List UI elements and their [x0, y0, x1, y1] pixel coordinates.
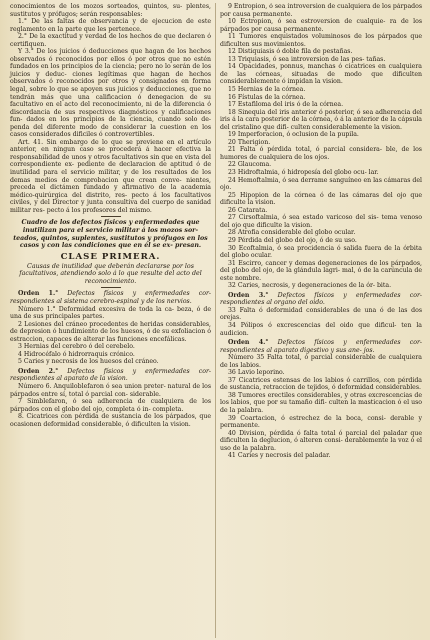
right-column — [216, 3, 426, 638]
orden-label: Orden 1.° — [18, 290, 59, 298]
orden-title: Defectos físicos y enfermedades cor- respondientes al sistema cerebro-espinal y de los nervios. — [10, 290, 211, 306]
list-item: 41 Caries y necrosis del paladar. — [228, 452, 331, 460]
orden-title: Defectos físicos y enfermedades cor- respondientes al organo del oido. — [220, 291, 423, 307]
list-item: 2 Lesiones del cráneo procedentes de heridas considerables, de depresion ó hundimiento de los huesos, ó de su exfoliacion ó estraccion, capaces de alterar las funciones encefálicas. — [10, 320, 211, 343]
list-item: 13 Triquiasis, ó sea introversion de las pes- tañas. — [228, 55, 386, 63]
orden-heading — [10, 290, 211, 305]
clase-subtitle: Causas de inutilidad que deberán declararse por los facultativos, atendiendo solo á lo que resulte del acto del reconocimiento. — [19, 262, 202, 285]
list-item: 14 Opacidades, ponnus, manchas ó cicatrices en cualquiera de las córneas, situadas de modo que dificulten considerablemente ó impidan la vision. — [220, 63, 422, 86]
orden-heading — [220, 292, 422, 307]
list-item: 29 Pérdida del globo del ojo, ó de su uso. — [228, 236, 357, 244]
list-item: 16 Fístulas de la córnea. — [228, 93, 306, 101]
list-item: 19 Imperforacion, ó oclusion de la pupila. — [228, 131, 359, 139]
list-item: 34 Pólipos ó excrescencias del oido que dificul- ten la audicion. — [220, 321, 422, 337]
list-item: 21 Falta ó pérdida total, ó parcial considera- ble, de los humores de cualquiera de los ojos. — [220, 146, 422, 161]
intro-paragraph: 2.° De la exactitud y verdad de los hechos de que declaren ó certifiquen. — [10, 33, 211, 48]
list-item: 37 Cicatrices estensas de los labios ó carrillos, con pérdida de sustancia, retraccion de tejidos, ó deformidad considerables. — [220, 376, 422, 392]
list-item: 22 Glaucoma. — [228, 161, 272, 169]
list-item: 17 Estafiloma del iris ó de la córnea. — [228, 101, 344, 109]
list-item: 32 Caries, necrosis, y degeneraciones de la ór- bita. — [228, 282, 392, 290]
list-item: 33 Falta ó deformidad considerables de una ó de las dos orejas. — [220, 306, 422, 322]
list-item: 27 Cirsoftalmia, ó sea estado varicoso del sis- tema venoso del ojo que dificulte la vision. — [220, 214, 422, 229]
section-divider — [101, 287, 121, 288]
list-item: 38 Tumores erectiles considerables, y otras excrescencias de los labios, que por su tamaño difi- culten la masticacion ó el uso de la palabra. — [220, 391, 422, 414]
list-item: 11 Tumores enquistados voluminosos de los párpados que dificulten sus movimientos. — [220, 33, 422, 48]
orden-title: Defectos físicos y enfermedades cor- respondientes al aparato de la vision. — [10, 367, 211, 383]
list-item: 30 Ecoftalmia, ó sea procidencia ó salida fuera de la órbita del globo ocular. — [220, 244, 422, 260]
section-divider — [101, 216, 121, 217]
list-item: 4 Hidrocéfalo ó hidrorraquis crónico. — [18, 350, 135, 358]
list-item: 18 Sinequia del iris anterior ó posterior, ó sea adherencia del iris á la cara posterior de la córnea, ó á la anterior de la cápsula del cristalino que difi- culten considerablemente la vision. — [220, 108, 422, 131]
orden-label: Orden 4.° — [228, 339, 269, 347]
list-item: 3 Hernias del cerebro ó del cerebelo. — [18, 343, 135, 351]
list-item: 5 Caries y necrosis de los huesos del cráneo. — [18, 358, 159, 366]
intro-paragraph: conocimientos de los mozos sorteados, quintos, su- plentes, sustitutos y prófugos; serán responsables: — [10, 3, 211, 18]
orden-label: Orden 3.° — [228, 291, 269, 299]
list-item: 36 Lavio leporino. — [228, 369, 285, 377]
list-item: 9 Entropion, ó sea introversion de cualquiera de los párpados por causa permanente. — [220, 3, 422, 18]
list-item: 12 Distiquiasis ó doble fila de pestañas. — [228, 48, 353, 56]
list-item: 8. Cicatrices con pérdida de sustancia de los párpados, que ocasionen deformidad considerable, ó dificulten la vision. — [10, 413, 211, 428]
orden-heading — [220, 339, 422, 354]
intro-paragraph: 1.° De las faltas de observancia y de ejecucion de este reglamento en la parte que les pertenece. — [10, 18, 211, 33]
list-item: 31 Escirro, cancer y demas degeneraciones de los párpados, del globo del ojo, de la glándula lagri- mal, ó de la carúncula de este nombre. — [220, 259, 422, 282]
intro-paragraph: Y 3.° De los juicios ó deducciones que hagan de los hechos observados ó reconocidos por ellos ó por otros que no estén fundados en los principios de la ciencia; pero no lo serán de los juicios y deduc- ciones legítimas que hagan de hechos observados ó reconocidos por otros y consignados en forma legal, sobre lo que se apoyen sus juicios y deducciones, que no tendrán más que una calificacion ó denegacion de su facultativo en el acto del reconocimiento, ni de la diferencia ó discordancia de sus respectivos diagnósticos y calificaciones fun- dados en los principios de la ciencia, cuando solo de- penda del diferente modo de considerar la cuestion en los casos considerados dificiles ó controvertibles. — [10, 48, 211, 139]
orden-title: Defectos físicos y enfermedades cor- respondientes al aparato digestivo y sus ane- jos. — [220, 339, 423, 354]
list-item: Número 6. Anquiloblefaron ó sea union preter- natural de los párpados entre sí, total ó parcial con- siderable. — [10, 383, 211, 398]
two-column-layout — [6, 3, 426, 638]
list-item: 10 Ectropion, ó sea estroversion de cualquie- ra de los párpados por causa permanente. — [220, 18, 422, 33]
list-item: Número 35 Falta total, ó parcial considerable de cualquiera de los labios. — [220, 354, 422, 369]
list-item: 28 Atrofia considerable del globo ocular. — [228, 229, 356, 237]
orden-heading — [10, 368, 211, 383]
clase-title: CLASE PRIMERA. — [60, 251, 161, 262]
list-item: 23 Hidroftalmia, ó hidropesía del globo ocu- lar. — [228, 169, 379, 177]
orden-label: Orden 2.° — [18, 367, 59, 375]
list-item: 7 Simblefaron, ó sea adherencia de cualquiera de los párpados con el globo del ojo, completa ó in- completa. — [10, 398, 211, 413]
left-column — [6, 3, 216, 638]
list-item: 25 Hipopion de la córnea ó de las cámaras del ojo que dificulte la vision. — [220, 191, 422, 207]
article-41-paragraph: Art. 41. Sin embargo de lo que se previene en el artículo anterior, en ningun caso se procederá á hacer efectiva la responsabilidad de unos y otros facultativos sin que en vista del correspondiente ex- pediente de declaracion de aptitud ó de inutilidad para el servicio militar, y de los resultados de los demas medios de comprobacion que crean conve- nientes, preceda el dictámen fundado y afirmativo de la academia médico-quirúrgica del distrito, res- pecto á los facultativos civiles, y del Director y junta consultiva del cuerpo de sanidad militar res- pecto á los profesores del mismo. — [10, 138, 211, 214]
list-item: 40 Division, pérdida ó falta total ó parcial del paladar que dificulten la deglucion, ó alteren consi- derablemente la voz ó el uso de la palabra. — [220, 429, 422, 452]
table-title: Cuadro de los defectos físicos y enfermedades que inutilizan para el servicio militar á los mozos sor- teados, quintos, suplentes, sustitutos y prófugos en los casos y con las condiciones que en él se ex- presan. — [13, 219, 208, 250]
list-item: 39 Coartacion, ó estrechez de la boca, consi- derable y permanente. — [220, 414, 422, 430]
list-item: Número 1.° Deformidad excesiva de toda la ca- beza, ó de una de sus principales partes. — [10, 305, 211, 321]
list-item: 15 Hernias de la córnea. — [228, 86, 306, 94]
list-item: 24 Hemoftalmia, ó sea derrame sanguíneo en las cámaras del ojo. — [220, 176, 422, 192]
list-item: 20 Therigion. — [228, 138, 271, 146]
list-item: 26 Catarata. — [228, 206, 268, 214]
